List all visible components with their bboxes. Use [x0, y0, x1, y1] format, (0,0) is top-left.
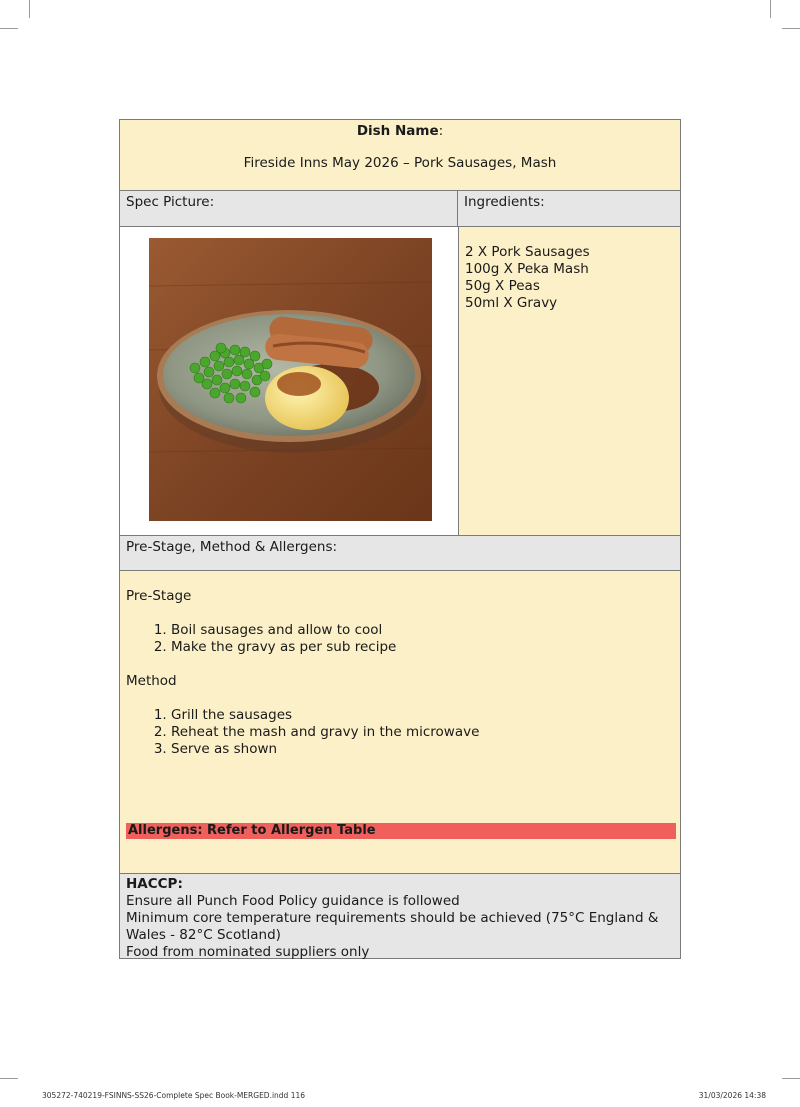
crop-mark — [782, 1078, 800, 1079]
dish-name-label: Dish Name: — [356, 123, 444, 139]
haccp-row — [120, 874, 680, 958]
method-row — [120, 571, 680, 874]
section-header-row — [120, 191, 680, 227]
method-section — [120, 571, 680, 873]
ingredient-item: 2 X Pork Sausages — [465, 244, 590, 260]
prestage-step: 2. Make the gravy as per sub recipe — [171, 639, 674, 656]
footer-file-info: 305272-740219-FSINNS-SS26-Complete Spec Book-MERGED.indd 116 — [42, 1091, 306, 1100]
crop-mark — [0, 1078, 18, 1079]
dish-title-row — [120, 120, 680, 191]
dish-photo — [149, 238, 432, 521]
method-step: 2. Reheat the mash and gravy in the microwave — [171, 724, 674, 741]
spec-picture — [120, 227, 459, 535]
method-title: Method — [126, 673, 177, 689]
prestage-step: 1. Boil sausages and allow to cool — [171, 622, 674, 639]
haccp-line: Ensure all Punch Food Policy guidance is followed — [126, 893, 460, 909]
ingredient-item: 100g X Peka Mash — [465, 261, 589, 277]
crop-mark — [29, 0, 30, 18]
allergens-banner: Allergens: Refer to Allergen Table — [126, 823, 676, 839]
method-step: 1. Grill the sausages — [171, 707, 674, 724]
haccp-line: Minimum core temperature requirements should be achieved (75°C England & Wales - 82°C Scotland) — [126, 910, 659, 943]
prestage-steps — [126, 622, 674, 656]
dish-name: Fireside Inns May 2026 – Pork Sausages, Mash — [243, 155, 557, 171]
ingredient-item: 50g X Peas — [465, 278, 540, 294]
photo-ingredients-row — [120, 227, 680, 536]
crop-mark — [0, 28, 18, 29]
spec-sheet — [119, 119, 681, 959]
crop-mark — [770, 0, 771, 18]
ingredients-header: Ingredients: — [464, 194, 545, 210]
ingredients-list — [459, 227, 680, 535]
ingredient-item: 50ml X Gravy — [465, 295, 558, 311]
method-steps — [126, 707, 674, 758]
prestage-title: Pre-Stage — [126, 588, 192, 604]
method-step: 3. Serve as shown — [171, 741, 674, 758]
haccp-title: HACCP: — [126, 876, 183, 892]
spec-picture-header: Spec Picture: — [120, 191, 458, 226]
footer-date: 31/03/2026 14:38 — [698, 1091, 766, 1100]
method-header: Pre-Stage, Method & Allergens: — [126, 539, 338, 555]
crop-mark — [782, 28, 800, 29]
haccp-line: Food from nominated suppliers only — [126, 944, 370, 960]
method-header-row — [120, 536, 680, 571]
haccp-section — [120, 874, 680, 958]
